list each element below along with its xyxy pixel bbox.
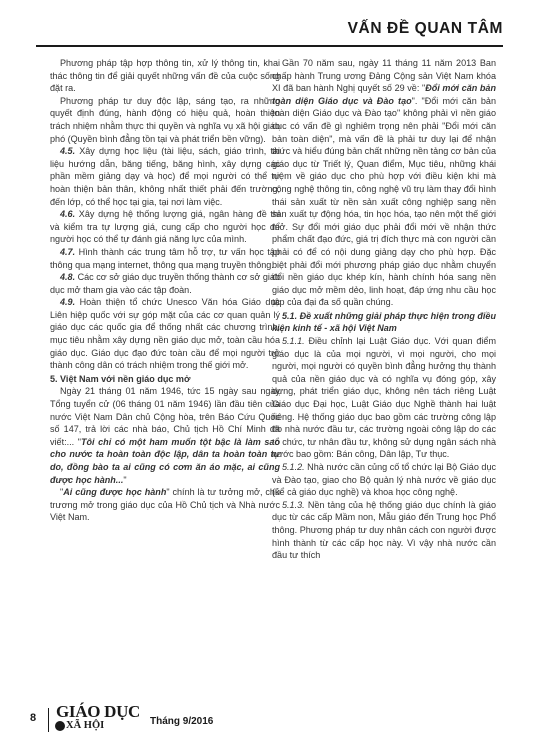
quote-intro: Ngày 21 tháng 01 năm 1946, tức 15 ngày sau ngày Tổng tuyển cử (06 tháng 01 năm 1946) lần đầu tiên của nước Việt Nam Dân chủ Cộng hòa, trên Báo Cứu Quốc số 147, trả lời các nhà báo, Chủ tịch Hồ Chí Minh đã viết:... " <box>50 386 280 447</box>
section-title: VẤN ĐỀ QUAN TÂM <box>347 20 503 37</box>
item-number: 4.6. <box>60 209 76 220</box>
logo-title: GIÁO DỤC <box>56 702 141 721</box>
quote-open: " <box>60 487 64 498</box>
item-number: 4.8. <box>60 272 76 283</box>
paragraph <box>50 296 280 372</box>
paragraph <box>50 246 280 271</box>
item-number: 5.1.3. <box>282 499 305 510</box>
page-header <box>0 10 539 50</box>
paragraph <box>50 385 280 486</box>
paragraph <box>272 57 496 309</box>
item-number: 4.5. <box>60 146 76 157</box>
paragraph: Phương pháp tư duy độc lập, sáng tạo, ra những quyết định đúng, hành động có hiệu quả, hoàn thiện trách nhiệm nhằm thực thi quyền và nghĩa vụ xã hội giáo phó (Quyền bình đẳng tồn tại và phát triển bền vững). <box>50 95 280 144</box>
item-number: 5.1.1. <box>282 336 305 347</box>
item-text: Điều chỉnh lại Luật Giáo dục. Với quan điểm giáo dục là của mọi người, vì mọi người, cho mọi người, mọi người có quyền bình đẳng hưởng thụ thành quả của nền giáo dục và có nghĩa vụ đóng góp, xây dựng, phát triển giáo dục, không nên tách riêng Luật Giáo dục Đại học, Luật Giáo dục Nghề thành hai luật riêng. Hệ thống giáo dục bao gồm các trường công lập do nhà nước đầu tư, các trường ngoài công lập do các tổ chức, tư nhân đầu tư, không sử dụng ngân sách nhà nước bao gồm: Bán công, Dân lập, Tư thục. <box>272 336 496 460</box>
item-number: 5.1.2. <box>282 462 305 472</box>
page-footer <box>0 700 539 740</box>
quote: Ai cũng được học hành <box>63 487 167 498</box>
item-text: Hình thành các trung tâm hỗ trợ, tư vấn học tập thông qua mạng internet, thông qua mạng truyền thông. <box>50 246 280 270</box>
item-text: Nhà nước cần củng cố tổ chức lại Bộ Giáo dục và Đào tạo, giao cho Bộ quản lý nhà nước về giáo dục (kể cả giáo dục nghề) và khoa học công nghệ. <box>272 462 496 498</box>
paragraph <box>272 499 496 562</box>
logo-subtitle: XÃ HỘI <box>66 720 105 731</box>
item-text: Hoàn thiện tổ chức Unesco Văn hóa Giáo dục Liên hiệp quốc với sự góp mặt của các cơ quan quản lý giáo dục các quốc gia để thống nhất các chương trình, mục tiêu nhằm xây dựng nền giáo dục mở, toàn cầu hóa giáo dục. Giáo dục đạo đức toàn cầu để mọi người trở thành công dân có trách nhiệm trong thế giới mở. <box>50 297 280 371</box>
quote-tail: " chính là tư tưởng mở, chủ trương mở trong giáo dục của Hồ Chủ tịch và Nhà nước Việt Nam. <box>50 487 280 523</box>
footer-divider <box>48 708 49 732</box>
item-text: Nền tảng của hệ thống giáo dục chính là giáo dục từ các cấp Mầm non, Mẫu giáo đến Trung học Phổ thông. Phương pháp tư duy nhân cách con người được hình thành từ các cấp học này. Vì vậy nhà nước cần đầu tư thích <box>272 499 496 561</box>
paragraph <box>272 335 496 461</box>
item-text: Các cơ sở giáo dục truyền thống thành cơ sở giáo dục mở tham gia vào các tập đoàn. <box>50 272 280 295</box>
logo-emblem-icon <box>55 721 65 731</box>
magazine-logo <box>56 702 152 736</box>
header-divider <box>36 45 503 47</box>
paragraph <box>272 461 496 499</box>
right-column <box>272 57 496 562</box>
page-number: 8 <box>30 712 37 724</box>
section-heading: 5. Việt Nam với nền giáo dục mở <box>50 373 191 384</box>
item-text: Xây dựng hệ thống lượng giá, ngân hàng đề thi và kiểm tra tự lượng giá, cung cấp cho người học để người học có thể tự đánh giá năng lực của mình. <box>50 209 280 245</box>
paragraph-intro: Gần 70 năm sau, ngày 11 tháng 11 năm 2013 Ban chấp hành Trung ương Đảng Cộng sản Việt Nam khóa XI đã ban hành Nghị quyết số 29 về: " <box>272 58 496 94</box>
item-number: 4.7. <box>60 246 76 257</box>
item-text: Xây dựng học liệu (tài liệu, sách, giáo trình, tài liệu hướng dẫn, băng tiếng, băng hình, xây dựng các phần mềm giảng dạy và học) để mọi người có thể tự hoàn thiện bản thân, không nhất thiết phải đến trường, đến lớp, có thể học tại gia, tại nơi làm việc. <box>50 146 280 207</box>
paragraph: Phương pháp tập hợp thông tin, xử lý thông tin, khai thác thông tin để giải quyết những vấn đề của cuộc sống đặt ra. <box>50 58 280 94</box>
item-number: 4.9. <box>60 297 76 308</box>
paragraph <box>50 145 280 208</box>
paragraph <box>50 208 280 246</box>
paragraph <box>50 486 280 524</box>
quote: Đổi mới căn bản toàn diện Giáo dục và Đào tạo <box>272 83 496 106</box>
issue-date: Tháng 9/2016 <box>150 716 214 727</box>
left-column <box>50 57 280 524</box>
quote-close: " <box>123 474 127 485</box>
subsection-heading: 5.1. Đề xuất những giải pháp thực hiện trong điều kiện kinh tế - xã hội Việt Nam <box>272 310 496 334</box>
paragraph <box>50 271 280 296</box>
quote: Tôi chỉ có một ham muốn tột bậc là làm sao cho nước ta hoàn toàn độc lập, dân ta hoàn toàn tự do, đồng bào ta ai cũng có cơm ăn áo mặc, ai cũng được học hành... <box>50 436 280 485</box>
paragraph-body: ". "Đổi mới căn bản toàn diện Giáo dục và Đào tạo" không phải vì nền giáo dục có vấn đề gì nghiêm trọng nên phải "Đổi mới căn bản toàn diện", mà vấn đề là phải tư duy lại để nhận thức và hiểu đúng bản chất những nền tảng cơ bản của giáo dục từ Triết lý, Quan điểm, Mục tiêu, những khái niệm về giáo dục cho phù hợp với điều kiện khi mà công nghệ thông tin, công nghệ vũ trụ làm thay đổi hình thái sản xuất từ nền sản xuất công nghiệp sang nền sản xuất tự động hóa, tin học hóa, tạo nên một thế giới mở. Sự đổi mới giáo dục phải đổi mới về nhận thức phẩm chất đạo đức, giá trị đích thực mà con người cần phải có để có nội dung giảng dạy cho phù hợp. Đặc biệt phải đổi mới phương pháp giáo dục nhằm chuyển đổi nền giáo dục khép kín, hành chính hóa sang nền giáo dục mở mềm dẻo, linh hoạt, đáp ứng nhu cầu học tập của đại đa số quần chúng. <box>272 95 496 308</box>
